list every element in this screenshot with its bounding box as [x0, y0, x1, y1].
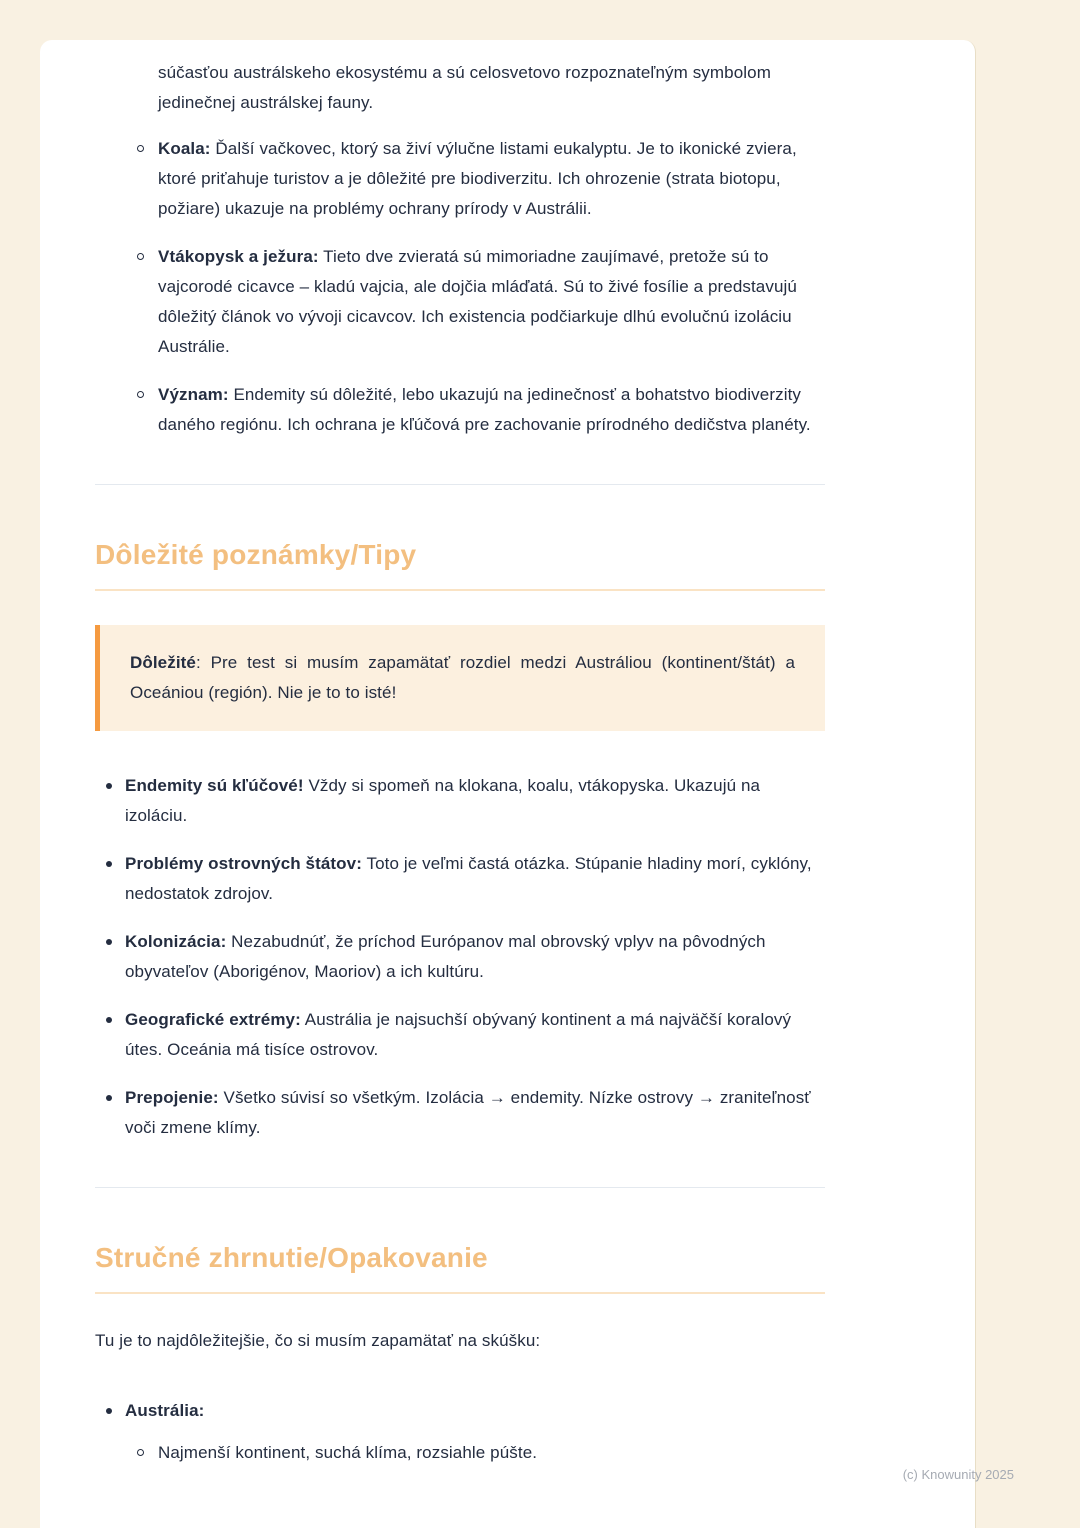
item-lead: Problémy ostrovných štátov:	[125, 854, 362, 873]
item-text: Tieto dve zvieratá sú mimoriadne zaujímavé, pretože sú to vajcorodé cicavce – kladú vajcia, ale dojčia mláďatá. Sú to živé fosílie a predstavujú dôležitý článok vo vývoji cicavcov. Ich existencia podčiarkuje dlhú evolučnú izoláciu Austrálie.	[158, 247, 797, 356]
item-lead: Endemity sú kľúčové!	[125, 776, 304, 795]
item-lead: Vtákopysk a ježura:	[158, 247, 319, 266]
summary-list	[95, 1396, 825, 1468]
item-text: Nezabudnúť, že príchod Európanov mal obrovský vplyv na pôvodných obyvateľov (Aborigénov, Maoriov) a ich kultúru.	[125, 932, 766, 981]
item-text: Vždy si spomeň na klokana, koalu, vtákopyska. Ukazujú na izoláciu.	[125, 776, 761, 825]
callout-lead: Dôležité	[130, 653, 196, 672]
item-text: Najmenší kontinent, suchá klíma, rozsiahle púšte.	[158, 1443, 538, 1462]
page-content	[40, 40, 975, 1526]
list-item-colonization	[125, 927, 825, 987]
list-item-geo-extremes	[125, 1005, 825, 1065]
item-lead: Význam:	[158, 385, 229, 404]
list-item-platypus	[158, 242, 825, 362]
endemics-list	[95, 134, 825, 440]
section-divider	[95, 1187, 825, 1188]
item-text: Ďalší vačkovec, ktorý sa živí výlučne listami eukalyptu. Je to ikonické zviera, ktoré priťahuje turistov a je dôležité pre biodiverzitu. Ich ohrozenie (strata biotopu, požiare) ukazuje na problémy ochrany prírody v Austrálii.	[158, 139, 797, 218]
item-text: Všetko súvisí so všetkým. Izolácia → endemity. Nízke ostrovy → zraniteľnosť voči zmene klímy.	[125, 1088, 811, 1137]
item-lead: Kolonizácia:	[125, 932, 227, 951]
summary-section-heading: Stručné zhrnutie/Opakovanie	[95, 1240, 825, 1294]
sub-list-item	[158, 1438, 825, 1468]
summary-intro: Tu je to najdôležitejšie, čo si musím zapamätať na skúšku:	[95, 1331, 541, 1350]
summary-sub-list	[125, 1438, 825, 1468]
list-item-island-problems	[125, 849, 825, 909]
tips-section-heading: Dôležité poznámky/Tipy	[95, 537, 825, 591]
tips-list	[95, 771, 825, 1143]
item-text: Austrália je najsuchší obývaný kontinent a má najväčší koralový útes. Oceánia má tisíce ostrovov.	[125, 1010, 792, 1059]
callout-body: : Pre test si musím zapamätať rozdiel medzi Austráliou (kontinent/štát) a Oceániou (región). Nie je to to isté!	[130, 653, 795, 702]
intro-continuation: súčasťou austrálskeho ekosystému a sú celosvetovo rozpoznateľným symbolom jedinečnej austrálskej fauny.	[158, 63, 771, 112]
item-lead: Prepojenie:	[125, 1088, 219, 1107]
notes-page	[40, 40, 976, 1528]
list-item-endemics-key	[125, 771, 825, 831]
item-lead: Austrália:	[125, 1401, 205, 1420]
item-text: Endemity sú dôležité, lebo ukazujú na jedinečnosť a bohatstvo biodiverzity daného regiónu. Ich ochrana je kľúčová pre zachovanie prírodného dedičstva planéty.	[158, 385, 811, 434]
item-lead: Koala:	[158, 139, 211, 158]
item-text: Toto je veľmi častá otázka. Stúpanie hladiny morí, cyklóny, nedostatok zdrojov.	[125, 854, 812, 903]
list-item-australia	[125, 1396, 825, 1468]
section-divider	[95, 484, 825, 485]
list-item-connections	[125, 1083, 825, 1143]
callout-text	[130, 648, 795, 708]
list-item-meaning	[158, 380, 825, 440]
list-item-koala	[158, 134, 825, 224]
copyright-footer: (c) Knowunity 2025	[902, 1467, 1014, 1482]
item-lead: Geografické extrémy:	[125, 1010, 301, 1029]
important-callout	[95, 625, 825, 731]
